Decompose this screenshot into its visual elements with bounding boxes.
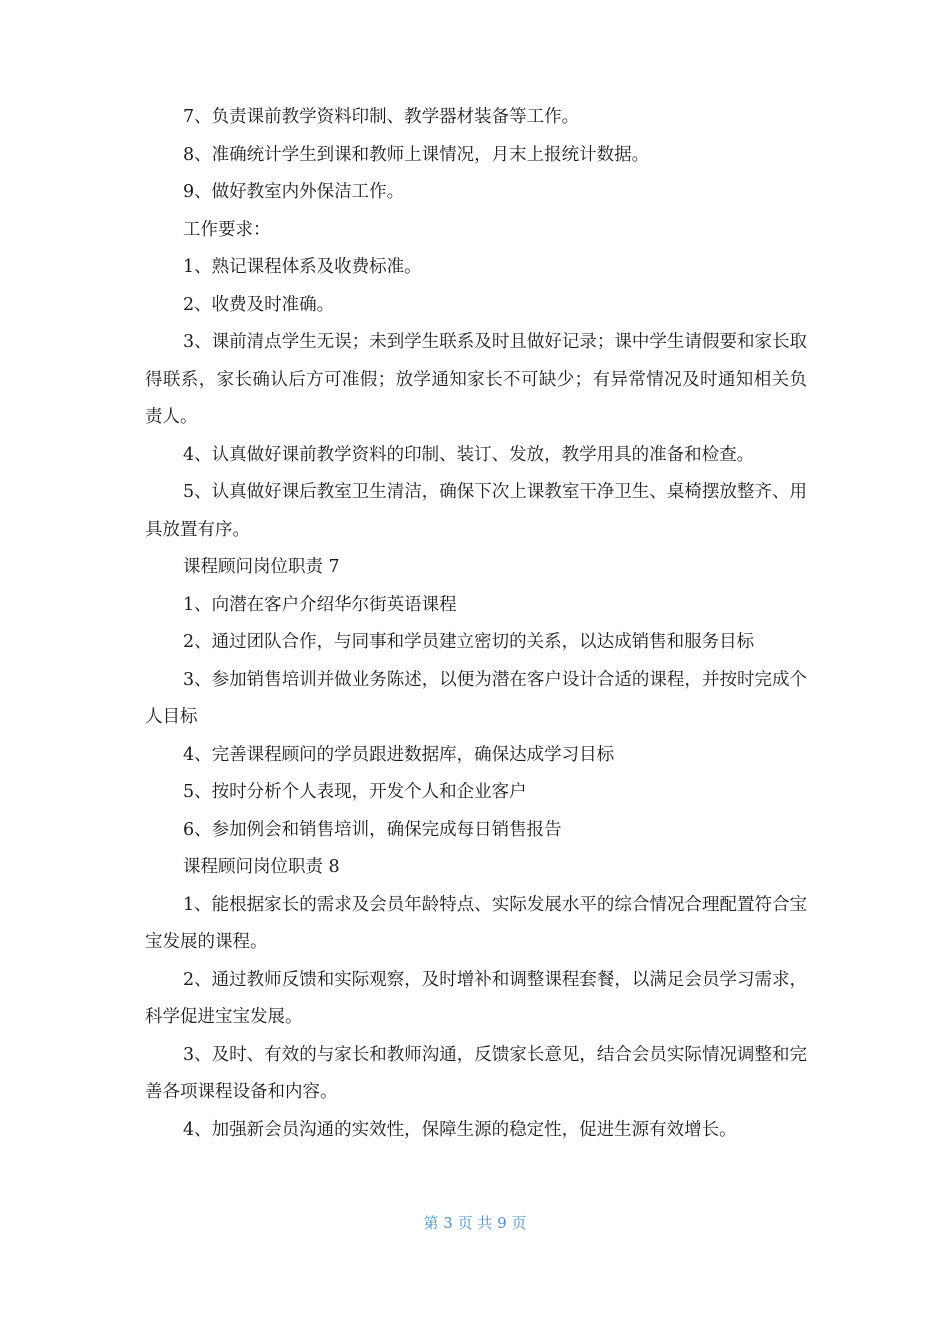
paragraph: 3、及时、有效的与家长和教师沟通，反馈家长意见，结合会员实际情况调整和完善各项课程设备和内容。 bbox=[145, 1044, 807, 1102]
paragraph: 4、完善课程顾问的学员跟进数据库，确保达成学习目标 bbox=[183, 744, 615, 765]
page-number-footer bbox=[0, 1212, 950, 1233]
paragraph: 2、通过团队合作，与同事和学员建立密切的关系，以达成销售和服务目标 bbox=[183, 632, 755, 652]
paragraph: 2、通过教师反馈和实际观察，及时增补和调整课程套餐，以满足会员学习需求，科学促进宝宝发展。 bbox=[145, 969, 807, 1027]
paragraph: 3、课前清点学生无误；未到学生联系及时且做好记录；课中学生请假要和家长取得联系，家长确认后方可准假；放学通知家长不可缺少；有异常情况及时通知相关负责人。 bbox=[145, 332, 807, 427]
paragraph: 2、收费及时准确。 bbox=[183, 294, 335, 315]
section-heading: 课程顾问岗位职责 7 bbox=[183, 557, 340, 577]
paragraph: 5、认真做好课后教室卫生清洁，确保下次上课教室干净卫生、桌椅摆放整齐、用具放置有序。 bbox=[145, 482, 807, 540]
paragraph: 8、准确统计学生到课和教师上课情况，月末上报统计数据。 bbox=[183, 144, 650, 165]
document-body bbox=[145, 99, 807, 1149]
paragraph: 7、负责课前教学资料印制、教学器材装备等工作。 bbox=[183, 107, 580, 127]
paragraph: 6、参加例会和销售培训，确保完成每日销售报告 bbox=[183, 819, 562, 840]
paragraph: 9、做好教室内外保洁工作。 bbox=[183, 182, 405, 202]
paragraph: 1、能根据家长的需求及会员年龄特点、实际发展水平的综合情况合理配置符合宝宝发展的课程。 bbox=[145, 894, 807, 952]
section-heading: 课程顾问岗位职责 8 bbox=[183, 857, 340, 877]
paragraph: 4、加强新会员沟通的实效性，保障生源的稳定性，促进生源有效增长。 bbox=[183, 1119, 737, 1140]
paragraph: 1、向潜在客户介绍华尔街英语课程 bbox=[183, 594, 457, 615]
paragraph: 3、参加销售培训并做业务陈述，以便为潜在客户设计合适的课程，并按时完成个人目标 bbox=[145, 669, 807, 727]
paragraph: 1、熟记课程体系及收费标准。 bbox=[183, 257, 422, 277]
paragraph: 4、认真做好课前教学资料的印制、装订、发放，教学用具的准备和检查。 bbox=[183, 444, 755, 465]
paragraph: 5、按时分析个人表现，开发个人和企业客户 bbox=[183, 782, 527, 802]
page-number-text: 第 3 页 共 9 页 bbox=[423, 1214, 527, 1232]
section-heading: 工作要求： bbox=[183, 219, 271, 240]
